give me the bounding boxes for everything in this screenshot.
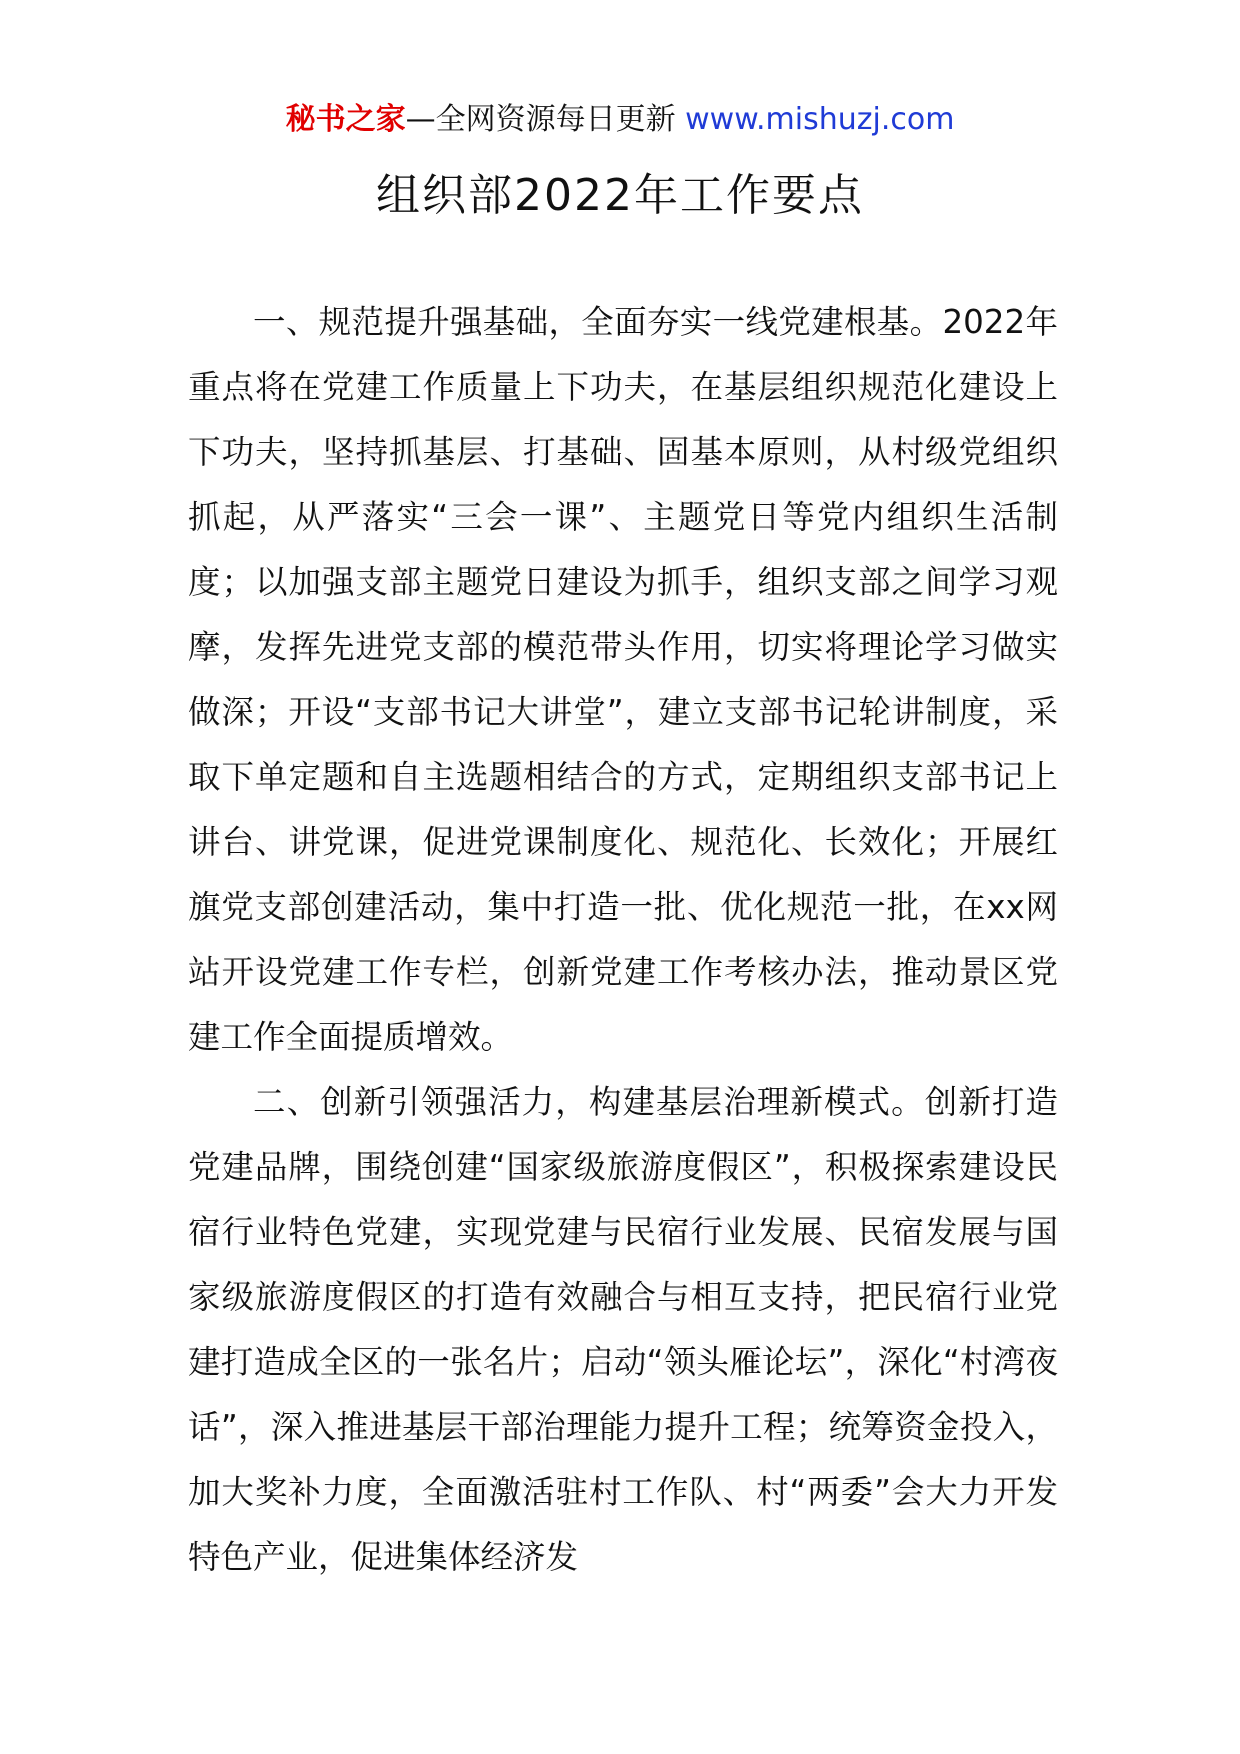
- watermark-banner: [0, 100, 1240, 140]
- banner-site-link[interactable]: www.mishuzj.com: [685, 102, 955, 137]
- document-title: 组织部2022年工作要点: [376, 170, 864, 221]
- banner-slogan: —全网资源每日更新: [405, 102, 676, 137]
- paragraph-1-body: 2022年重点将在党建工作质量上下功夫，在基层组织规范化建设上下功夫，坚持抓基层、打基础、固基本原则，从村级党组织抓起，从严落实“三会一课”、主题党日等党内组织生活制度；以加强支部主题党日建设为抓手，组织支部之间学习观摩，发挥先进党支部的模范带头作用，切实将理论学习做实做深；开设“支部书记大讲堂”，建立支部书记轮讲制度，采取下单定题和自主选题相结合的方式，定期组织支部书记上讲台、讲党课，促进党课制度化、规范化、长效化；开展红旗党支部创建活动，集中打造一批、优化规范一批，在xx网站开设党建工作专栏，创新党建工作考核办法，推动景区党建工作全面提质增效。: [188, 303, 1058, 1056]
- paragraph-2: [188, 1070, 1058, 1590]
- paragraph-2-heading: 二、创新引领强活力，构建基层治理新模式。: [253, 1083, 925, 1121]
- paragraph-1: [188, 290, 1058, 1070]
- banner-brand: 秘书之家: [285, 102, 406, 137]
- paragraph-1-heading: 一、规范提升强基础，全面夯实一线党建根基。: [253, 303, 943, 341]
- document-body: [188, 290, 1058, 1590]
- paragraph-2-body: 创新打造党建品牌，围绕创建“国家级旅游度假区”，积极探索建设民宿行业特色党建，实现党建与民宿行业发展、民宿发展与国家级旅游度假区的打造有效融合与相互支持，把民宿行业党建打造成全区的一张名片；启动“领头雁论坛”，深化“村湾夜话”，深入推进基层干部治理能力提升工程；统筹资金投入，加大奖补力度，全面激活驻村工作队、村“两委”会大力开发特色产业，促进集体经济发: [188, 1083, 1058, 1576]
